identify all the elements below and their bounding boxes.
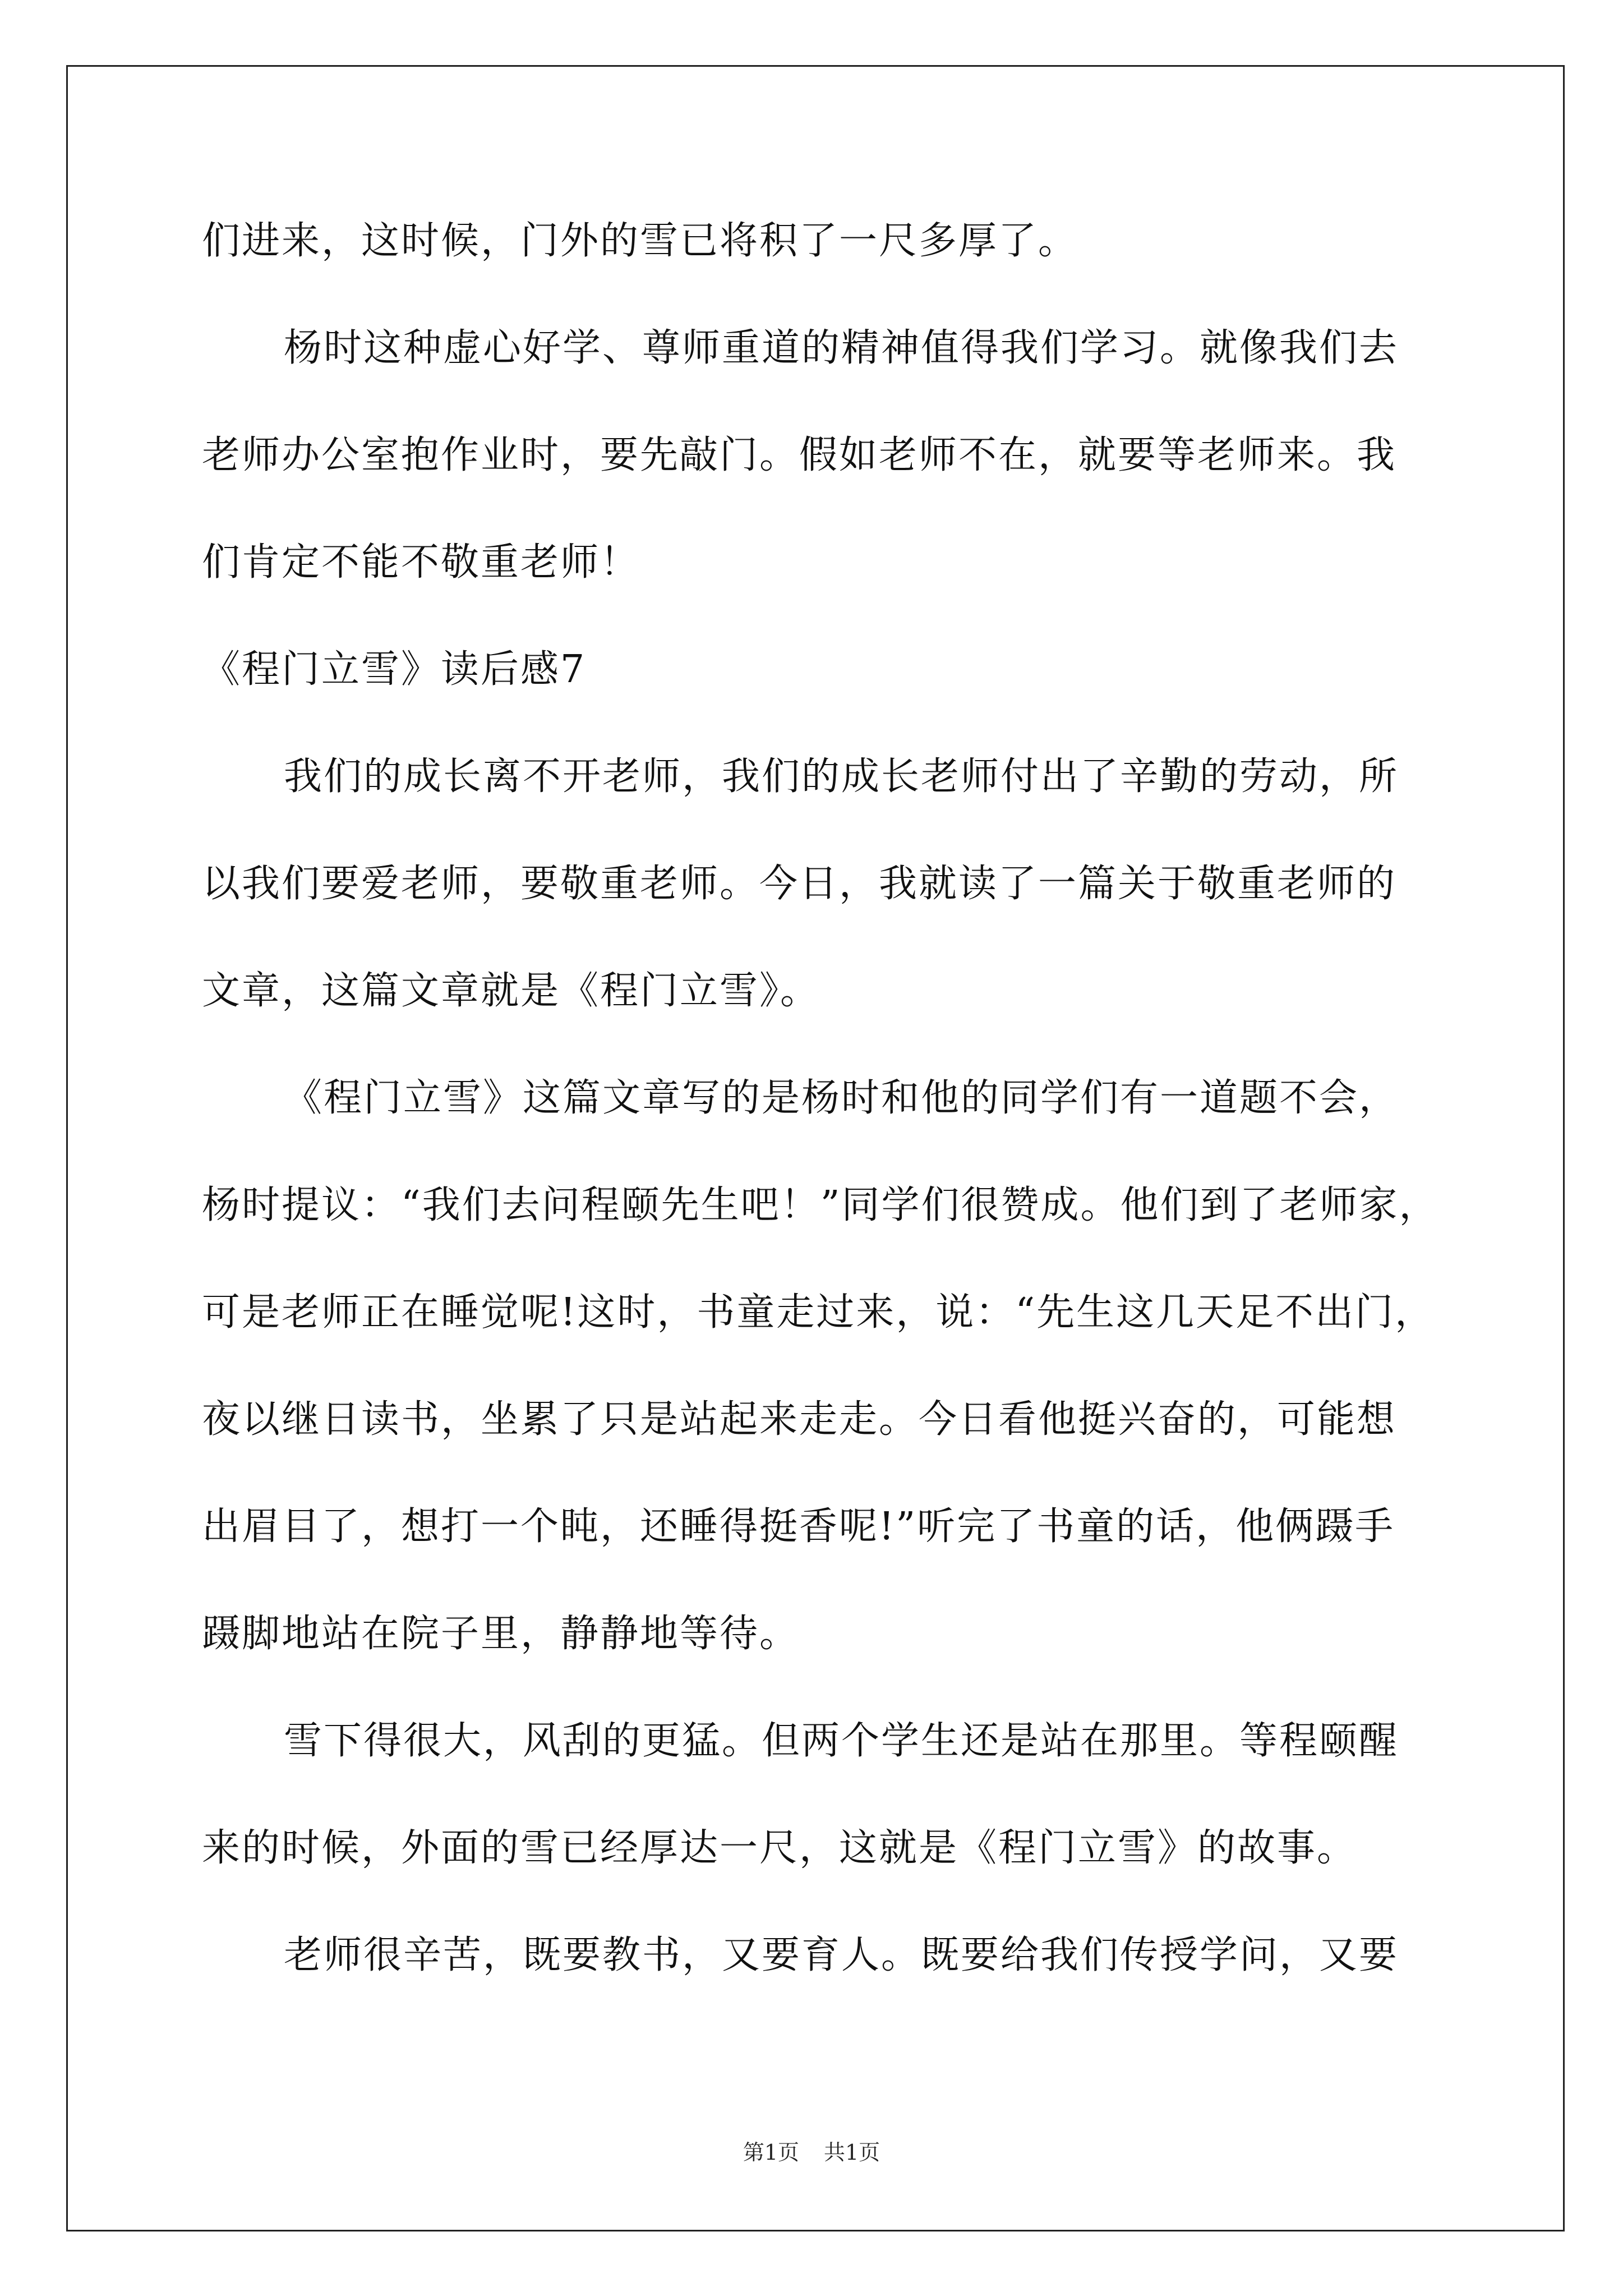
paragraph-start: 《程门立雪》这篇文章写的是杨时和他的同学们有一道题不会， — [284, 1076, 1399, 1120]
text-line: 出眉目了，想打一个盹，还睡得挺香呢!”听完了书童的话，他俩蹑手 — [202, 1504, 1395, 1549]
text-line: 以我们要爱老师，要敬重老师。今日，我就读了一篇关于敬重老师的 — [202, 862, 1397, 906]
paragraph-start: 杨时这种虚心好学、尊师重道的精神值得我们学习。就像我们去 — [284, 326, 1399, 370]
page-footer — [0, 2138, 1623, 2166]
text-line: 来的时候，外面的雪已经厚达一尺，这就是《程门立雪》的故事。 — [202, 1826, 1357, 1870]
text-line: 老师办公室抱作业时，要先敲门。假如老师不在，就要等老师来。我 — [202, 433, 1397, 477]
text-line: 夜以继日读书，坐累了只是站起来走走。今日看他挺兴奋的，可能想 — [202, 1397, 1397, 1442]
page-border — [66, 65, 1565, 2231]
paragraph-start: 老师很辛苦，既要教书，又要育人。既要给我们传授学问，又要 — [284, 1933, 1399, 1977]
text-line: 们进来，这时候，门外的雪已将积了一尺多厚了。 — [202, 219, 1078, 263]
paragraph-start: 我们的成长离不开老师，我们的成长老师付出了辛勤的劳动，所 — [284, 754, 1399, 799]
text-line: 蹑脚地站在院子里，静静地等待。 — [202, 1612, 800, 1656]
text-line: 文章，这篇文章就是《程门立雪》。 — [202, 969, 820, 1013]
page-number: 第1页 — [743, 2140, 799, 2165]
page-total: 共1页 — [824, 2140, 880, 2165]
text-line: 们肯定不能不敬重老师！ — [202, 540, 640, 585]
section-heading: 《程门立雪》读后感7 — [202, 647, 587, 692]
paragraph-start: 雪下得很大，风刮的更猛。但两个学生还是站在那里。等程颐醒 — [284, 1719, 1399, 1763]
text-line: 可是老师正在睡觉呢!这时，书童走过来，说：“先生这几天足不出门， — [202, 1290, 1435, 1335]
text-line: 杨时提议：“我们去问程颐先生吧！”同学们很赞成。他们到了老师家， — [202, 1183, 1439, 1227]
